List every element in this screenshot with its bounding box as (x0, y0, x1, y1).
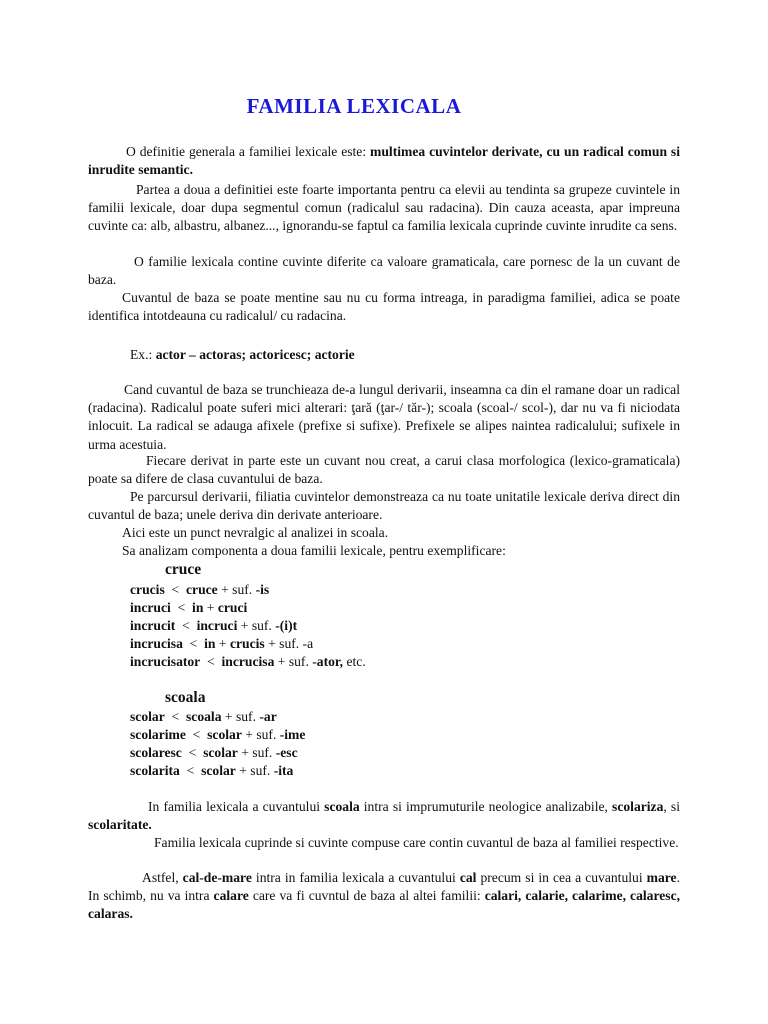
derivation-part: etc. (343, 654, 366, 669)
paragraph-text: Cuvantul de baza se poate mentine sau nu cu forma intreaga, in paradigma familiei, adica se poate identifica intotdeauna cu radicalul/ cu radacina. (88, 290, 680, 324)
page-title: FAMILIA LEXICALA (246, 94, 462, 118)
paragraph-definition (88, 143, 680, 179)
bold-word: mare (646, 870, 677, 885)
derivation-bold-part: incruci (196, 618, 238, 633)
derivation-row (130, 653, 366, 671)
paragraph-weak-point (88, 524, 680, 542)
derivation-part: < (185, 727, 208, 742)
derivation-bold-part: crucis (229, 636, 265, 651)
paragraph-neologisms (88, 798, 680, 834)
paragraph-filiation (88, 488, 680, 524)
derivation-part: + (215, 636, 230, 651)
example-line (88, 346, 680, 364)
text: precum si in cea a cuvantului (476, 870, 647, 885)
derivation-bold-part: cruce (186, 582, 218, 597)
derivation-row (130, 581, 269, 599)
derivation-part: < (179, 763, 202, 778)
derivation-bold-part: incrucisa (221, 654, 275, 669)
derivation-row (130, 635, 313, 653)
paragraph-text: Partea a doua a definitiei este foarte importanta pentru ca elevii au tendinta sa grupeze cuvintele in familii lexicale, doar dupa segmentul comun (radicalul sau radacina). Din cauza aceasta, apar impreuna cuvinte ca: alb, albastru, albanez..., ignorandu-se faptul ca familia lexicala cuprinde cuvinte inrudite ca sens. (88, 182, 680, 234)
paragraph-second-part (88, 181, 680, 236)
derivation-row (130, 744, 298, 762)
paragraph-base-word (88, 289, 680, 325)
text: Astfel, (142, 870, 183, 885)
paragraph-text: Cand cuvantul de baza se trunchieaza de-a lungul derivarii, inseamna ca din el ramane doar un radical (radacina). Radicalul poate suferi mici alterari: ţară (ţar-/ tăr-); scoala (scoal-/ scol-), dar nu va fi niciodata inlocuit. La radical se adauga afixele (prefixe si sufixe). Prefixele se alipes naintea radicalului; sufixele in urma acestuia. (88, 382, 680, 452)
paragraph-text: Sa analizam componenta a doua familii lexicale, pentru exemplificare: (122, 543, 506, 558)
family-head-scoala: scoala (165, 689, 206, 706)
derivation-row (130, 726, 305, 744)
derivation-bold-part: -(i)t (275, 618, 298, 633)
paragraph-analysis (88, 542, 680, 560)
text: . In schimb, nu va intra (88, 870, 680, 904)
example-label: Ex.: (130, 347, 156, 362)
paragraph-compounds (88, 834, 680, 852)
derivation-part: < (164, 582, 186, 597)
derivation-part: + suf. (217, 582, 256, 597)
derivation-part: + suf. (235, 763, 274, 778)
derivation-bold-part: -ita (273, 763, 294, 778)
derivation-part: + suf. (237, 745, 276, 760)
derivation-bold-part: incruci (130, 600, 171, 615)
definition-bold: multimea cuvintelor derivate, cu un radical comun si inrudite semantic. (88, 144, 680, 178)
derivation-bold-part: incrucit (130, 618, 176, 633)
derivation-bold-part: in (192, 600, 204, 615)
derivation-part: < (200, 654, 222, 669)
paragraph-truncation (88, 381, 680, 454)
derivation-bold-part: -esc (275, 745, 298, 760)
derivation-bold-part: crucis (130, 582, 165, 597)
paragraph-family-contains (88, 253, 680, 289)
family-head-cruce: cruce (165, 561, 202, 578)
paragraph-text: O familie lexicala contine cuvinte diferite ca valoare gramaticala, care pornesc de la un cuvant de baza. (88, 254, 680, 288)
derivation-row (130, 617, 297, 635)
derivation-bold-part: scolarita (130, 763, 180, 778)
paragraph-text: Familia lexicala cuprinde si cuvinte compuse care contin cuvantul de baza al familiei respective. (154, 835, 679, 850)
derivation-bold-part: incrucisator (130, 654, 201, 669)
text: intra si imprumuturile neologice analizabile, (359, 799, 613, 814)
derivation-bold-part: scolar (203, 745, 238, 760)
derivation-bold-part: scoala (186, 709, 222, 724)
text: intra in familia lexicala a cuvantului (251, 870, 460, 885)
derivation-bold-part: -ar (259, 709, 277, 724)
derivation-part: < (170, 600, 193, 615)
derivation-bold-part: scolaresc (130, 745, 182, 760)
paragraph-cal-de-mare (88, 869, 680, 924)
derivation-bold-part: -is (255, 582, 270, 597)
example-words: actor – actoras; actoricesc; actorie (155, 347, 355, 362)
derivation-part: + suf. (241, 727, 280, 742)
derivation-part: + suf. (274, 654, 313, 669)
bold-word: calare (213, 888, 249, 904)
paragraph-derivative (88, 452, 680, 488)
text: , si (663, 799, 680, 814)
paragraph-text: Aici este un punct nevralgic al analizei in scoala. (122, 525, 389, 540)
bold-word: scolariza (612, 799, 664, 814)
derivation-part: + suf. (237, 618, 276, 633)
derivation-bold-part: cruci (217, 600, 248, 615)
derivation-part: + suf. (221, 709, 260, 724)
definition-text: O definitie generala a familiei lexicale este: (126, 144, 371, 159)
derivation-bold-part: -ime (279, 727, 306, 742)
derivation-part: < (164, 709, 186, 724)
derivation-bold-part: scolar (207, 727, 242, 742)
bold-word: scoala (324, 799, 360, 814)
derivation-part: + (203, 600, 218, 615)
text: In familia lexicala a cuvantului (148, 799, 325, 814)
bold-word: calari, calarie, calarime, calaresc, calaras. (88, 888, 681, 922)
bold-word: cal-de-mare (182, 870, 252, 885)
derivation-bold-part: incrucisa (130, 636, 183, 651)
bold-word: scolaritate. (88, 817, 152, 833)
paragraph-text: Pe parcursul derivarii, filiatia cuvintelor demonstreaza ca nu toate unitatile lexicale deriva direct din cuvantul de baza; unele deriva din derivate anterioare. (88, 489, 680, 523)
derivation-row (130, 708, 277, 726)
derivation-part: < (181, 745, 204, 760)
text: care va fi cuvntul de baza al altei familii: (248, 888, 485, 904)
derivation-row (130, 599, 247, 617)
derivation-bold-part: in (204, 636, 216, 651)
derivation-bold-part: scolar (201, 763, 236, 778)
derivation-bold-part: scolar (130, 709, 165, 724)
derivation-bold-part: scolarime (130, 727, 186, 742)
derivation-part: < (182, 636, 205, 651)
derivation-part: + suf. -a (264, 636, 314, 651)
paragraph-text: Fiecare derivat in parte este un cuvant nou creat, a carui clasa morfologica (lexico-gramaticala) poate sa difere de clasa cuvantului de baza. (88, 453, 680, 487)
bold-word: cal (459, 870, 477, 885)
derivation-row (130, 762, 293, 780)
derivation-bold-part: -ator, (312, 654, 344, 669)
derivation-part: < (175, 618, 197, 633)
